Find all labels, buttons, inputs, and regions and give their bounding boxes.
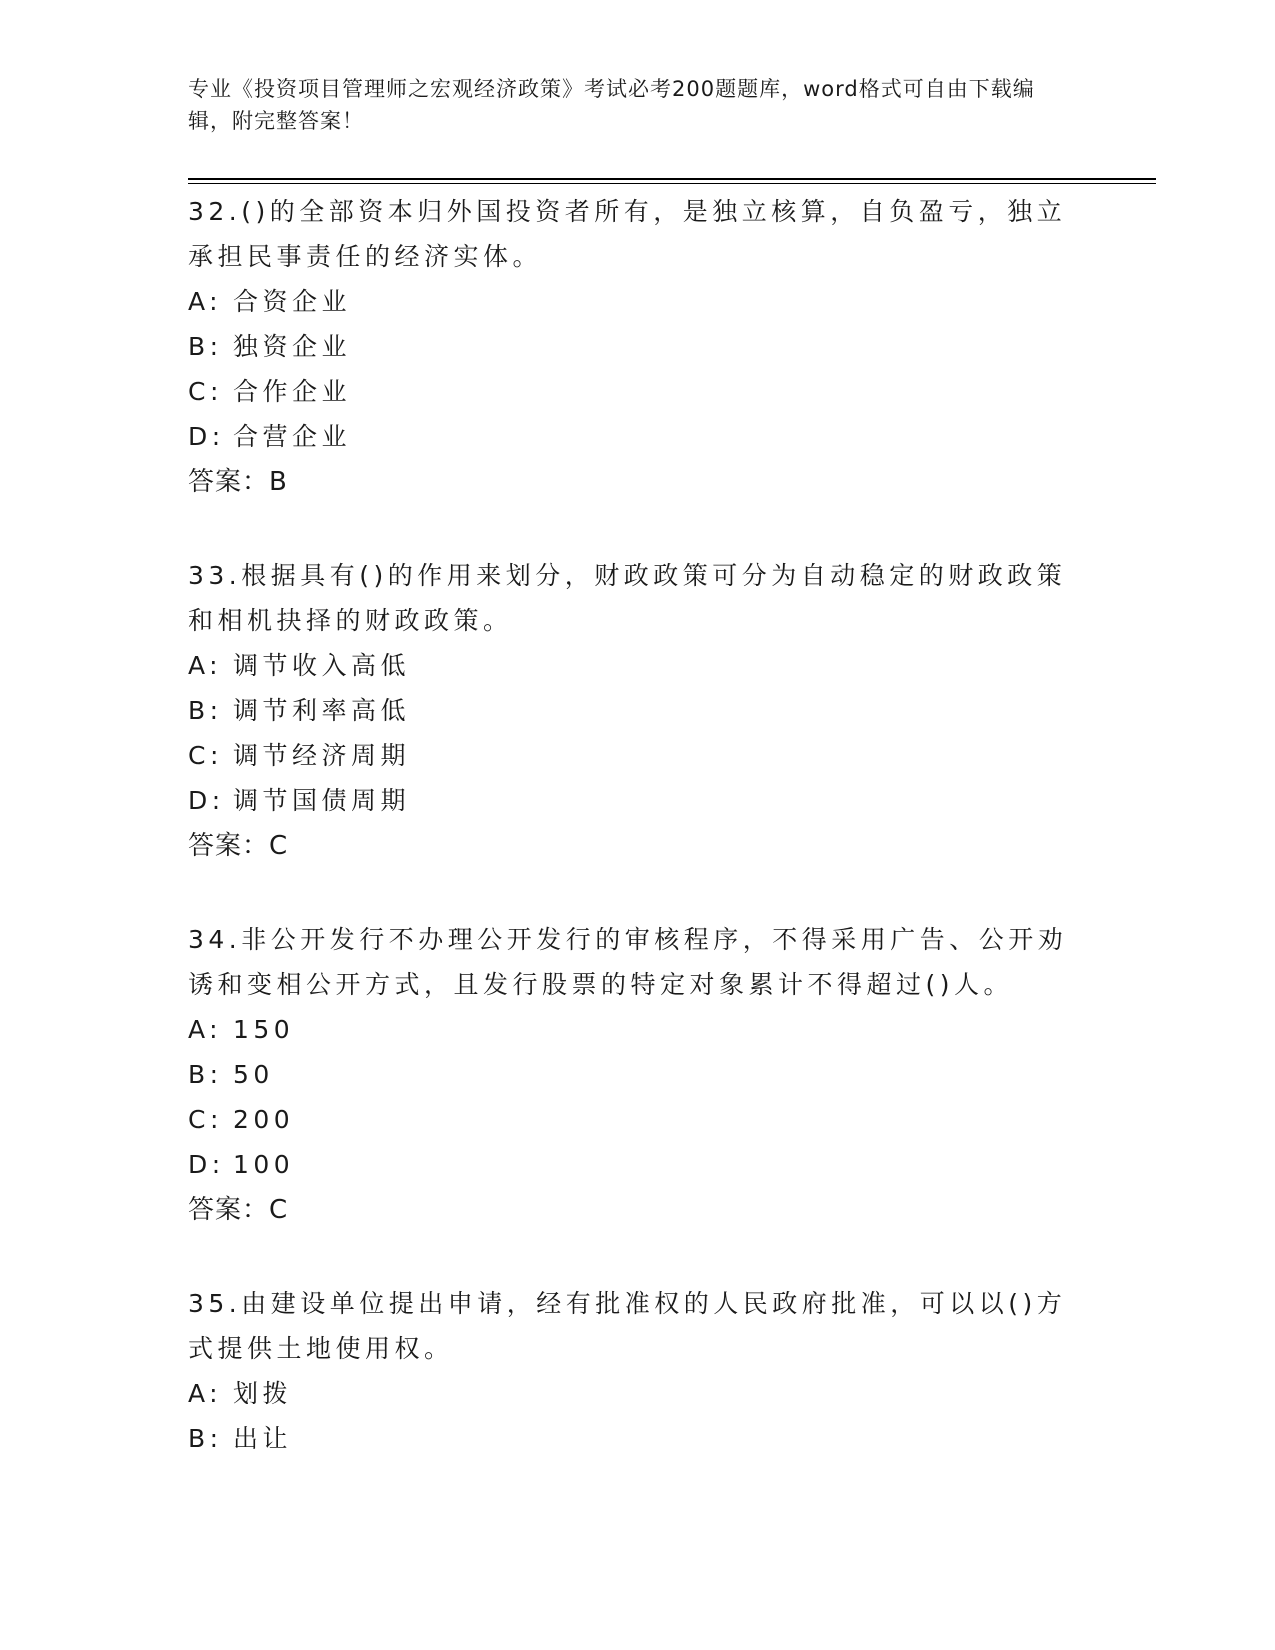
option-key: A: bbox=[188, 287, 223, 316]
option-key: A: bbox=[188, 1379, 223, 1408]
question-32 bbox=[188, 189, 1088, 505]
option-key: B: bbox=[188, 1424, 223, 1453]
option-key: A: bbox=[188, 651, 223, 680]
question-list bbox=[188, 189, 1088, 1509]
option-a bbox=[188, 643, 1088, 688]
option-key: B: bbox=[188, 332, 223, 361]
option-key: B: bbox=[188, 1060, 223, 1089]
option-text: 出让 bbox=[233, 1424, 293, 1453]
option-key: C: bbox=[188, 741, 223, 770]
question-stem: 33.根据具有()的作用来划分，财政政策可分为自动稳定的财政政策和相机抉择的财政政策。 bbox=[188, 561, 1067, 635]
option-key: D: bbox=[188, 786, 225, 815]
option-text: 合作企业 bbox=[233, 377, 352, 406]
option-text: 150 bbox=[233, 1015, 295, 1044]
option-text: 合营企业 bbox=[233, 422, 352, 451]
option-a bbox=[188, 1007, 1088, 1052]
option-key: D: bbox=[188, 1150, 225, 1179]
option-d bbox=[188, 778, 1088, 823]
question-33 bbox=[188, 553, 1088, 869]
option-text: 划拨 bbox=[233, 1379, 293, 1408]
option-text: 调节国债周期 bbox=[233, 786, 411, 815]
option-c bbox=[188, 369, 1088, 414]
header-rule-thin bbox=[188, 183, 1156, 184]
option-text: 调节利率高低 bbox=[233, 696, 411, 725]
option-d bbox=[188, 414, 1088, 459]
question-stem: 32.()的全部资本归外国投资者所有，是独立核算，自负盈亏，独立承担民事责任的经济实体。 bbox=[188, 197, 1067, 271]
option-key: B: bbox=[188, 696, 223, 725]
answer-line: 答案：C bbox=[188, 1195, 289, 1225]
option-text: 调节经济周期 bbox=[233, 741, 411, 770]
question-stem: 35.由建设单位提出申请，经有批准权的人民政府批准，可以以()方式提供土地使用权。 bbox=[188, 1289, 1067, 1363]
option-key: A: bbox=[188, 1015, 223, 1044]
question-stem: 34.非公开发行不办理公开发行的审核程序，不得采用广告、公开劝诱和变相公开方式，且发行股票的特定对象累计不得超过()人。 bbox=[188, 925, 1068, 999]
option-c bbox=[188, 733, 1088, 778]
option-b bbox=[188, 688, 1088, 733]
document-header: 专业《投资项目管理师之宏观经济政策》考试必考200题题库，word格式可自由下载编辑，附完整答案！ bbox=[188, 77, 1035, 133]
answer-line: 答案：B bbox=[188, 467, 288, 497]
option-key: D: bbox=[188, 422, 225, 451]
option-text: 50 bbox=[233, 1060, 274, 1089]
option-a bbox=[188, 279, 1088, 324]
option-b bbox=[188, 324, 1088, 369]
option-text: 合资企业 bbox=[233, 287, 352, 316]
option-d bbox=[188, 1142, 1088, 1187]
question-34 bbox=[188, 917, 1088, 1233]
option-a bbox=[188, 1371, 1088, 1416]
answer-line: 答案：C bbox=[188, 831, 289, 861]
option-b bbox=[188, 1416, 1088, 1461]
option-text: 200 bbox=[233, 1105, 295, 1134]
option-text: 调节收入高低 bbox=[233, 651, 411, 680]
option-c bbox=[188, 1097, 1088, 1142]
option-text: 100 bbox=[233, 1150, 295, 1179]
question-35 bbox=[188, 1281, 1088, 1461]
option-key: C: bbox=[188, 1105, 223, 1134]
header-rule-thick bbox=[188, 178, 1156, 180]
option-b bbox=[188, 1052, 1088, 1097]
option-text: 独资企业 bbox=[233, 332, 352, 361]
option-key: C: bbox=[188, 377, 223, 406]
